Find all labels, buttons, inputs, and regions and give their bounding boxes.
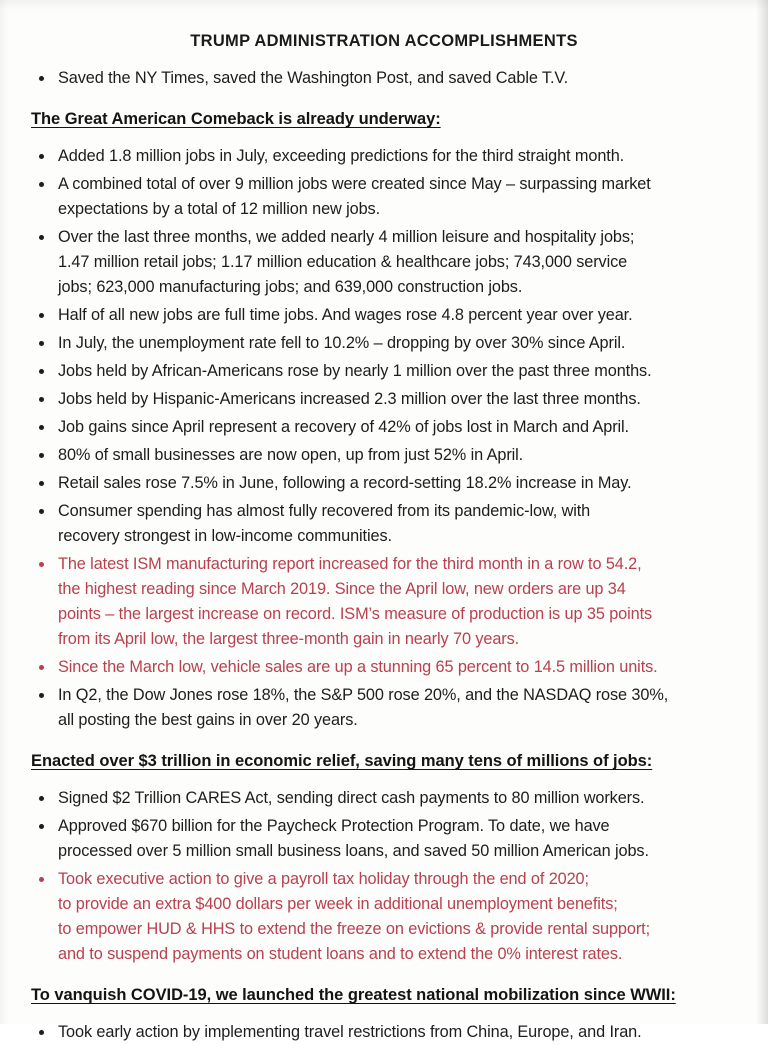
bullet-line: In Q2, the Dow Jones rose 18%, the S&P 500 rose 20%, and the NASDAQ rose 30%, [58, 686, 669, 704]
bullet-dot-icon [39, 425, 44, 430]
bullet-dot-icon [39, 562, 44, 567]
bullet-dot-icon [39, 693, 44, 698]
bullet-line: to provide an extra $400 dollars per week in additional unemployment benefits; [58, 895, 618, 913]
bullet-item [31, 552, 746, 652]
bullet-item [31, 303, 746, 328]
bullet-dot-icon [39, 154, 44, 159]
bullet-dot-icon [39, 76, 44, 81]
bullet-line: 1.47 million retail jobs; 1.17 million education & healthcare jobs; 743,000 service [58, 253, 628, 271]
bullet-item [31, 499, 746, 549]
bullet-line: Retail sales rose 7.5% in June, following a record-setting 18.2% increase in May. [58, 474, 632, 492]
intro-bullet-list [22, 66, 746, 91]
bullet-item [31, 172, 746, 222]
section-heading: Enacted over $3 trillion in economic relief, saving many tens of millions of jobs: [31, 752, 653, 770]
bullet-line: all posting the best gains in over 20 years. [58, 711, 358, 729]
bullet-dot-icon [39, 796, 44, 801]
bullet-dot-icon [39, 341, 44, 346]
bullet-line: The latest ISM manufacturing report increased for the third month in a row to 54.2, [58, 555, 642, 573]
bullet-line: Took executive action to give a payroll tax holiday through the end of 2020; [58, 870, 589, 888]
bullet-item [31, 225, 746, 300]
bullet-item [31, 66, 746, 91]
bullet-line: points – the largest increase on record. ISM’s measure of production is up 35 points [58, 605, 653, 623]
bullet-item [31, 331, 746, 356]
document-title: TRUMP ADMINISTRATION ACCOMPLISHMENTS [190, 32, 578, 50]
bullet-dot-icon [39, 824, 44, 829]
bullet-line: and to suspend payments on student loans and to extend the 0% interest rates. [58, 945, 623, 963]
bullet-line: Job gains since April represent a recovery of 42% of jobs lost in March and April. [58, 418, 629, 436]
bullet-line: Jobs held by African-Americans rose by nearly 1 million over the past three months. [58, 362, 652, 380]
bullet-line: Consumer spending has almost fully recovered from its pandemic-low, with [58, 502, 591, 520]
bullet-line: Approved $670 billion for the Paycheck Protection Program. To date, we have [58, 817, 610, 835]
bullet-line: recovery strongest in low-income communities. [58, 527, 392, 545]
bullet-item [31, 683, 746, 733]
bullet-item [31, 655, 746, 680]
bullet-dot-icon [39, 369, 44, 374]
bullet-line: 80% of small businesses are now open, up from just 52% in April. [58, 446, 524, 464]
document-sections [22, 108, 746, 1045]
section-heading: The Great American Comeback is already underway: [31, 110, 441, 128]
section-heading: To vanquish COVID-19, we launched the greatest national mobilization since WWII: [31, 986, 676, 1004]
section-bullet-list [22, 786, 746, 967]
bullet-dot-icon [39, 235, 44, 240]
bullet-dot-icon [39, 1030, 44, 1035]
bullet-line: Took early action by implementing travel restrictions from China, Europe, and Iran. [58, 1023, 642, 1041]
bullet-dot-icon [39, 182, 44, 187]
bullet-dot-icon [39, 509, 44, 514]
bullet-item [31, 144, 746, 169]
bullet-line: processed over 5 million small business loans, and saved 50 million American jobs. [58, 842, 649, 860]
bullet-item [31, 786, 746, 811]
bullet-line: the highest reading since March 2019. Since the April low, new orders are up 34 [58, 580, 626, 598]
bullet-line: from its April low, the largest three-month gain in nearly 70 years. [58, 630, 520, 648]
bullet-line: Signed $2 Trillion CARES Act, sending direct cash payments to 80 million workers. [58, 789, 645, 807]
bullet-item [31, 387, 746, 412]
bullet-item [31, 867, 746, 967]
bullet-dot-icon [39, 453, 44, 458]
bullet-line: expectations by a total of 12 million new jobs. [58, 200, 381, 218]
bullet-line: A combined total of over 9 million jobs were created since May – surpassing market [58, 175, 651, 193]
bullet-item [31, 415, 746, 440]
bullet-item [31, 443, 746, 468]
bullet-dot-icon [39, 877, 44, 882]
bullet-line: In July, the unemployment rate fell to 10.2% – dropping by over 30% since April. [58, 334, 626, 352]
section-bullet-list [22, 144, 746, 733]
bullet-dot-icon [39, 665, 44, 670]
bullet-line: Added 1.8 million jobs in July, exceeding predictions for the third straight month. [58, 147, 625, 165]
bullet-dot-icon [39, 313, 44, 318]
bullet-dot-icon [39, 397, 44, 402]
bullet-line: to empower HUD & HHS to extend the freeze on evictions & provide rental support; [58, 920, 650, 938]
bullet-line: Half of all new jobs are full time jobs. And wages rose 4.8 percent year over year. [58, 306, 633, 324]
bullet-item [31, 359, 746, 384]
bullet-line: Jobs held by Hispanic-Americans increased 2.3 million over the last three months. [58, 390, 641, 408]
bullet-item [31, 471, 746, 496]
bullet-line: Saved the NY Times, saved the Washington Post, and saved Cable T.V. [58, 69, 569, 87]
bullet-line: Over the last three months, we added nearly 4 million leisure and hospitality jobs; [58, 228, 635, 246]
bullet-line: jobs; 623,000 manufacturing jobs; and 639,000 construction jobs. [58, 278, 523, 296]
bullet-line: Since the March low, vehicle sales are up a stunning 65 percent to 14.5 million units. [58, 658, 658, 676]
bullet-dot-icon [39, 481, 44, 486]
bullet-item [31, 814, 746, 864]
